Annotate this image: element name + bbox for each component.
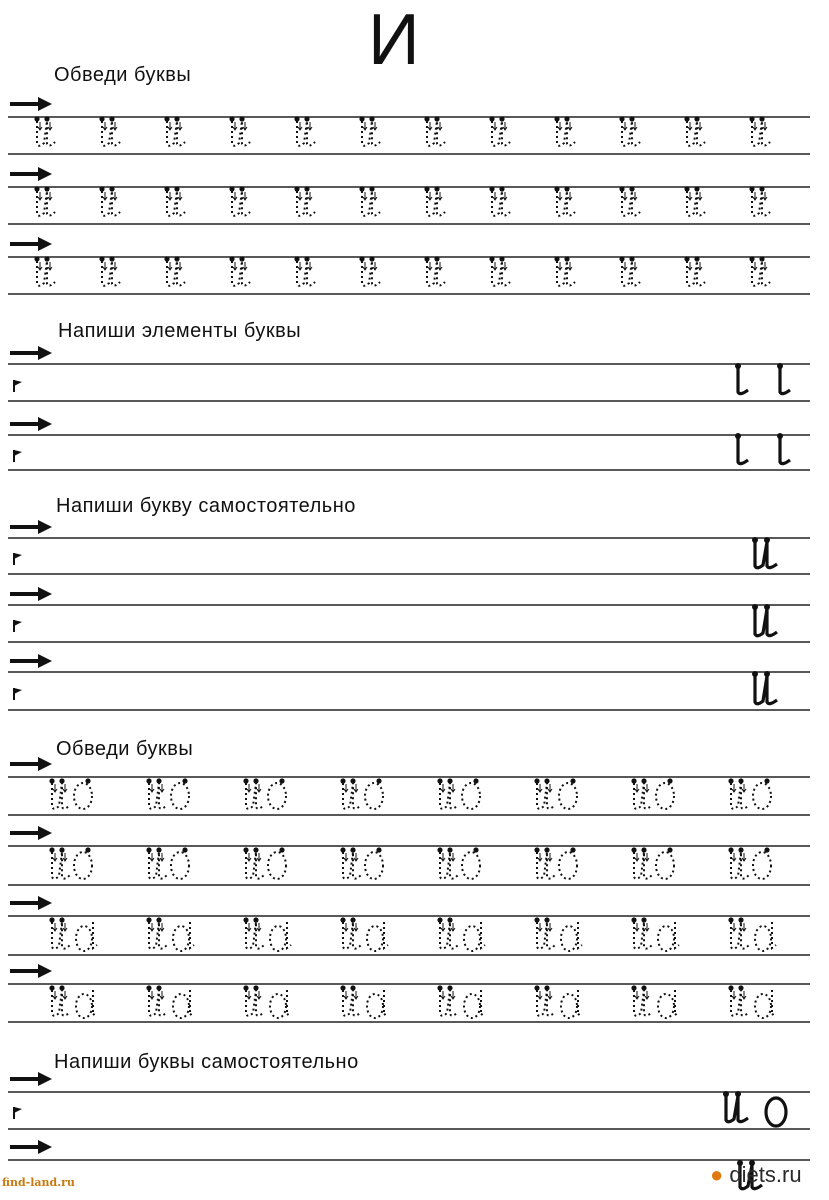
tracing-letter-i [728,917,749,948]
arrow-right-icon [10,654,52,668]
tracing-letter-a [367,926,383,951]
start-dot-icon [752,537,758,543]
start-dot-icon [473,778,478,783]
tracing-letter-i [631,985,652,1015]
tracing-letter-i [437,917,458,948]
sample-letter-i [755,609,777,636]
tracing-letter-a-stem [481,922,485,948]
tracing-letter-a [464,926,480,951]
tracing-letter-i [99,116,120,145]
sample-letter-o [766,1098,786,1126]
tracing-letter-i [631,778,652,808]
tracing-letter-a [173,926,189,951]
tracing-letter-o [171,852,189,879]
tracing-letter-i [146,985,167,1015]
tracing-letter-a [658,926,674,951]
sample-letter-i [755,676,777,704]
tracing-letter-i [146,917,167,948]
tracing-letter-i [49,985,70,1015]
tracing-letter-a-stem [287,990,291,1015]
tracing-letter-i [534,778,555,808]
tracing-letter-i [340,917,361,948]
tracing-letter-i [49,778,70,808]
arrow-right-icon [10,97,52,111]
tracing-letter-a [561,994,577,1018]
tracing-letter-a [464,994,480,1018]
tracing-letter-i [749,116,770,145]
start-dot-icon [667,778,672,783]
tracing-letter-a [561,926,577,951]
tracing-letter-i [534,847,555,878]
start-dot-icon [764,604,770,610]
tracing-letter-i [684,116,705,145]
tracing-letter-o [365,783,383,809]
tracing-letter-a [367,994,383,1018]
tracing-letter-a-stem [287,922,291,948]
start-dot-icon [777,433,783,439]
tracing-letter-o [74,783,92,809]
tracing-letter-o [268,783,286,809]
tracing-letter-i [340,985,361,1015]
start-dot-icon [764,537,770,543]
arrow-right-icon [10,587,52,601]
tracing-letter-i [99,186,120,215]
tracing-letter-i [631,917,652,948]
start-dot-icon [735,363,741,369]
tracing-letter-a [173,994,189,1018]
flag-icon [14,450,22,462]
tracing-letter-i [489,186,510,215]
start-dot-icon [570,778,575,783]
tracing-letter-a [270,926,286,951]
tracing-letter-i [749,256,770,285]
tracing-letter-i [619,186,640,215]
tracing-letter-a-stem [384,990,388,1015]
tracing-letter-a-stem [772,990,776,1015]
watermark-right [710,1162,802,1188]
tracing-letter-o [656,783,674,809]
tracing-letter-i [554,186,575,215]
flag-icon [14,380,22,392]
flag-icon [14,688,22,700]
tracing-letter-o [268,852,286,879]
tracing-letter-a [755,994,771,1018]
start-dot-icon [752,604,758,610]
tracing-letter-i [164,186,185,215]
sample-letter-i [726,1096,748,1122]
tracing-letter-i [728,778,749,808]
arrow-right-icon [10,417,52,431]
tracing-letter-i [534,985,555,1015]
start-dot-icon [279,778,284,783]
tracing-letter-i [684,186,705,215]
tracing-letter-i [359,256,380,285]
start-dot-icon [764,671,770,677]
tracing-letter-i [359,186,380,215]
section-title-trace-2: Обведи буквы [56,738,194,760]
start-dot-icon [85,778,90,783]
tracing-letter-o [656,852,674,879]
tracing-letter-a [755,926,771,951]
start-dot-icon [777,363,783,369]
sample-letter-i [755,542,777,568]
arrow-right-icon [10,237,52,251]
tracing-letter-i [34,186,55,215]
tracing-letter-i [489,256,510,285]
tracing-letter-i [728,847,749,878]
tracing-letter-i [554,116,575,145]
start-dot-icon [764,847,769,852]
tracing-letter-a-stem [481,990,485,1015]
tracing-letter-i [34,116,55,145]
tracing-letter-o [559,783,577,809]
sample-letter-element [780,368,790,394]
tracing-letter-a-stem [93,990,97,1015]
start-dot-icon [764,778,769,783]
tracing-letter-i [728,985,749,1015]
start-dot-icon [667,847,672,852]
watermark-left: find-land.ru [2,1176,75,1189]
tracing-letter-i [631,847,652,878]
tracing-letter-i [437,778,458,808]
tracing-letter-i [229,186,250,215]
tracing-letter-o [365,852,383,879]
arrow-right-icon [10,1140,52,1154]
tracing-letter-a-stem [93,922,97,948]
start-dot-icon [473,847,478,852]
tracing-letter-i [146,778,167,808]
tracing-letter-i [229,116,250,145]
arrow-right-icon [10,964,52,978]
start-dot-icon [735,1091,741,1097]
tracing-letter-a [76,994,92,1018]
tracing-letter-a [76,926,92,951]
tracing-letter-a-stem [772,922,776,948]
tracing-letter-a-stem [675,990,679,1015]
tracing-letter-i [164,116,185,145]
tracing-letter-i [34,256,55,285]
tracing-letter-i [749,186,770,215]
arrow-right-icon [10,520,52,534]
tracing-letter-a-stem [675,922,679,948]
tracing-letter-a-stem [190,990,194,1015]
tracing-letter-i [489,116,510,145]
tracing-letter-a-stem [384,922,388,948]
start-dot-icon [182,778,187,783]
arrow-right-icon [10,896,52,910]
arrow-right-icon [10,167,52,181]
tracing-letter-i [243,778,264,808]
tracing-letter-i [229,256,250,285]
sample-letter-element [738,368,748,394]
arrow-right-icon [10,826,52,840]
start-dot-icon [376,778,381,783]
section-title-write-letter: Напиши букву самостоятельно [56,495,356,517]
tracing-letter-i [243,847,264,878]
tracing-letter-o [74,852,92,879]
start-dot-icon [85,847,90,852]
tracing-letter-o [753,783,771,809]
tracing-letter-i [294,256,315,285]
tracing-letter-i [243,917,264,948]
watermark-right-text: diets.ru [729,1162,802,1187]
tracing-letter-i [146,847,167,878]
tracing-letter-i [424,186,445,215]
tracing-letter-a [658,994,674,1018]
tracing-letter-i [424,116,445,145]
start-dot-icon [723,1091,729,1097]
tracing-letter-i [243,985,264,1015]
tracing-letter-i [359,116,380,145]
tracing-letter-a-stem [578,990,582,1015]
flag-icon [14,1107,22,1119]
arrow-right-icon [10,346,52,360]
tracing-letter-i [164,256,185,285]
tracing-letter-o [462,852,480,879]
tracing-letter-i [294,186,315,215]
start-dot-icon [752,671,758,677]
arrow-right-icon [10,1072,52,1086]
section-title-write-letters: Напиши буквы самостоятельно [54,1051,359,1073]
tracing-letter-o [171,783,189,809]
tracing-letter-i [340,847,361,878]
tracing-letter-i [684,256,705,285]
tracing-letter-a-stem [190,922,194,948]
tracing-letter-i [49,847,70,878]
tracing-letter-a [270,994,286,1018]
tracing-letter-i [619,116,640,145]
tracing-letter-o [753,852,771,879]
sample-letter-element [780,438,790,464]
start-dot-icon [182,847,187,852]
flag-icon [14,620,22,632]
big-letter-title: И [368,0,420,80]
tracing-letter-i [99,256,120,285]
tracing-letter-i [437,847,458,878]
tracing-letter-i [534,917,555,948]
apple-logo-icon: ● [710,1162,724,1187]
tracing-letter-i [437,985,458,1015]
tracing-letter-a-stem [578,922,582,948]
sample-letter-element [738,438,748,464]
section-title-trace-1: Обведи буквы [54,64,192,86]
tracing-letter-o [462,783,480,809]
arrow-right-icon [10,757,52,771]
flag-icon [14,553,22,565]
start-dot-icon [735,433,741,439]
tracing-letter-i [619,256,640,285]
tracing-letter-i [294,116,315,145]
tracing-letter-i [424,256,445,285]
tracing-letter-i [49,917,70,948]
start-dot-icon [570,847,575,852]
section-title-elements: Напиши элементы буквы [58,320,302,342]
tracing-letter-o [559,852,577,879]
start-dot-icon [376,847,381,852]
tracing-letter-i [554,256,575,285]
tracing-letter-i [340,778,361,808]
start-dot-icon [279,847,284,852]
